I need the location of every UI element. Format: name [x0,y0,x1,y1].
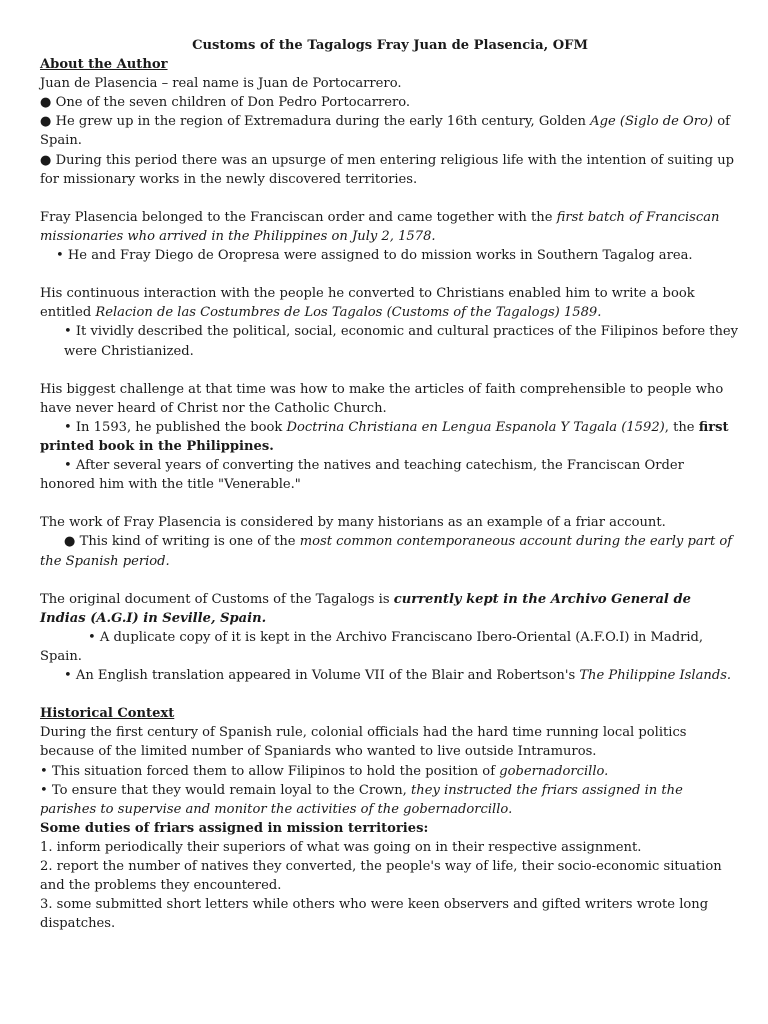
section-heading-historical-context: Historical Context [40,706,175,722]
bullet-duplicate-copy: • A duplicate copy of it is kept in the Archivo Franciscano Ibero-Oriental (A.F.O.I) in Madrid, Spain. [40,629,704,664]
paragraph-book-written: His continuous interaction with the people he converted to Christians enabled him to write a book entitled Relacion de las Costumbres de Los Tagalos (Customs of the Tagalogs) 1589. [40,286,695,321]
bullet-vivid-description: • It vividly described the political, social, economic and cultural practices of the Filipinos before they were Christianized. [64,324,739,359]
paragraph-biggest-challenge: His biggest challenge at that time was how to make the articles of faith comprehensible to people who have never heard of Christ nor the Catholic Church. [40,381,724,416]
duty-item-1: 1. inform periodically their superiors of what was going on in their respective assignment. [40,839,642,855]
document-page [40,36,740,933]
bullet-gobernadorcillo: • This situation forced them to allow Filipinos to hold the position of gobernadorcillo. [40,763,609,779]
bullet-loyal-to-crown: • To ensure that they would remain loyal to the Crown, they instructed the friars assigned in the parishes to supervise and monitor the activities of the gobernadorcillo. [40,782,683,817]
bullet-oropresa: • He and Fray Diego de Oropresa were assigned to do mission works in Southern Tagalog area. [56,248,693,264]
paragraph-first-century: During the first century of Spanish rule, colonial officials had the hard time running local politics because of the limited number of Spaniards who wanted to live outside Intramuros. [40,725,687,760]
author-real-name: Juan de Plasencia – real name is Juan de Portocarrero. [40,76,402,92]
section-heading-about-author: About the Author [40,57,168,73]
bullet-venerable: • After several years of converting the natives and teaching catechism, the Franciscan Order honored him with the title "Venerable." [40,458,684,493]
duty-item-2: 2. report the number of natives they converted, the people's way of life, their socio-economic situation and the problems they encountered. [40,859,722,894]
document-title: Customs of the Tagalogs Fray Juan de Plasencia, OFM [192,38,588,53]
bullet-extremadura: ● He grew up in the region of Extremadura during the early 16th century, Golden Age (Siglo de Oro) of Spain. [40,114,730,149]
paragraph-franciscan-order: Fray Plasencia belonged to the Franciscan order and came together with the first batch of Franciscan missionaries who arrived in the Philippines on July 2, 1578. [40,209,720,244]
bullet-english-translation: • An English translation appeared in Volume VII of the Blair and Robertson's The Philippine Islands. [64,668,732,684]
duties-heading: Some duties of friars assigned in mission territories: [40,820,429,836]
bullet-upsurge: ● During this period there was an upsurge of men entering religious life with the intention of suiting up for missionary works in the newly discovered territories. [40,152,735,187]
paragraph-friar-account: The work of Fray Plasencia is considered by many historians as an example of a friar account. [40,515,666,531]
bullet-common-account: ● This kind of writing is one of the most common contemporaneous account during the early part of the Spanish period. [40,534,733,569]
paragraph-original-document: The original document of Customs of the Tagalogs is currently kept in the Archivo General de Indias (A.G.I) in Seville, Spain. [40,591,691,626]
bullet-children: ● One of the seven children of Don Pedro Portocarrero. [40,95,411,111]
bullet-doctrina: • In 1593, he published the book Doctrina Christiana en Lengua Espanola Y Tagala (1592), the first printed book in the Philippines. [40,419,729,454]
duty-item-3: 3. some submitted short letters while others who were keen observers and gifted writers wrote long dispatches. [40,897,709,932]
